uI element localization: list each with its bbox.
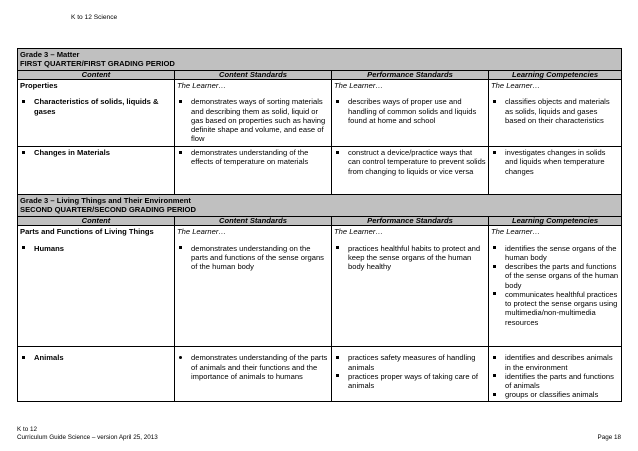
competency-item: identifies the sense organs of the human body [491,244,619,263]
col-content: Content [18,70,175,80]
performance-item: practices safety measures of handling animals [334,353,486,372]
page-number: Page 18 [597,434,621,442]
competency-item: identifies and describes animals in the environment [491,353,619,372]
content-item: Humans [20,244,172,253]
competency-item: groups or classifies animals [491,390,619,399]
table-row [18,80,622,147]
grade-title: Grade 3 – Matter [20,50,80,59]
content-item: Characteristics of solids, liquids & gases [20,97,172,116]
column-header-row [18,216,622,226]
content-item: Changes in Materials [20,148,172,157]
performance-item: construct a device/practice ways that can control temperature to prevent solids from changing to liquids or vice versa [334,148,486,176]
grading-period: SECOND QUARTER/SECOND GRADING PERIOD [20,205,196,215]
curriculum-table [17,48,622,402]
competency-item: communicates healthful practices to protect the sense organs using multimedia/non-multimedia resources [491,290,619,327]
competency-item: describes the parts and functions of the sense organs of the human body [491,262,619,290]
group-label: Parts and Functions of Living Things [20,227,154,237]
performance-item: practices proper ways of taking care of animals [334,372,486,391]
grade-title: Grade 3 – Living Things and Their Environment [20,196,191,206]
standard-item: demonstrates understanding on the parts and functions of the sense organs of the human body [177,244,329,272]
learner-label: The Learner… [491,81,540,91]
table-row [18,347,622,402]
col-learning-competencies: Learning Competencies [489,70,622,80]
competency-item: investigates changes in solids and liquids when temperature changes [491,148,619,176]
col-content-standards: Content Standards [175,70,332,80]
learner-label: The Learner… [491,227,540,237]
performance-item: describes ways of proper use and handling of common solids and liquids found at home and school [334,97,486,125]
standard-item: demonstrates ways of sorting materials and describing them as solid, liquid or gas based on properties such as having definite shape and volume, and ease of flow [177,97,329,143]
page-footer [17,426,621,442]
learner-label: The Learner… [177,81,226,91]
competency-item: classifies objects and materials as solids, liquids and gases based on their characteristics [491,97,619,125]
learner-label: The Learner… [334,81,383,91]
running-header: K to 12 Science [71,14,118,21]
performance-item: practices healthful habits to protect and keep the sense organs of the human body healthy [334,244,486,272]
table-row [18,147,622,195]
col-performance-standards: Performance Standards [332,70,489,80]
col-learning-competencies: Learning Competencies [489,216,622,226]
section-band-living-things [18,195,622,217]
col-content: Content [18,216,175,226]
standard-item: demonstrates understanding of the effects of temperature on materials [177,148,329,167]
learner-label: The Learner… [334,227,383,237]
col-performance-standards: Performance Standards [332,216,489,226]
column-header-row [18,70,622,80]
group-label: Properties [20,81,58,91]
grading-period: FIRST QUARTER/FIRST GRADING PERIOD [20,59,175,69]
footer-line-2: Curriculum Guide Science – version April 25, 2013 [17,434,158,442]
col-content-standards: Content Standards [175,216,332,226]
section-band-matter [18,49,622,71]
standard-item: demonstrates understanding of the parts of animals and their functions and the importance of animals to humans [177,353,329,381]
table-row [18,226,622,347]
competency-item: identifies the parts and functions of animals [491,372,619,391]
learner-label: The Learner… [177,227,226,237]
content-item: Animals [20,353,172,362]
footer-line-1: K to 12 [17,426,37,433]
